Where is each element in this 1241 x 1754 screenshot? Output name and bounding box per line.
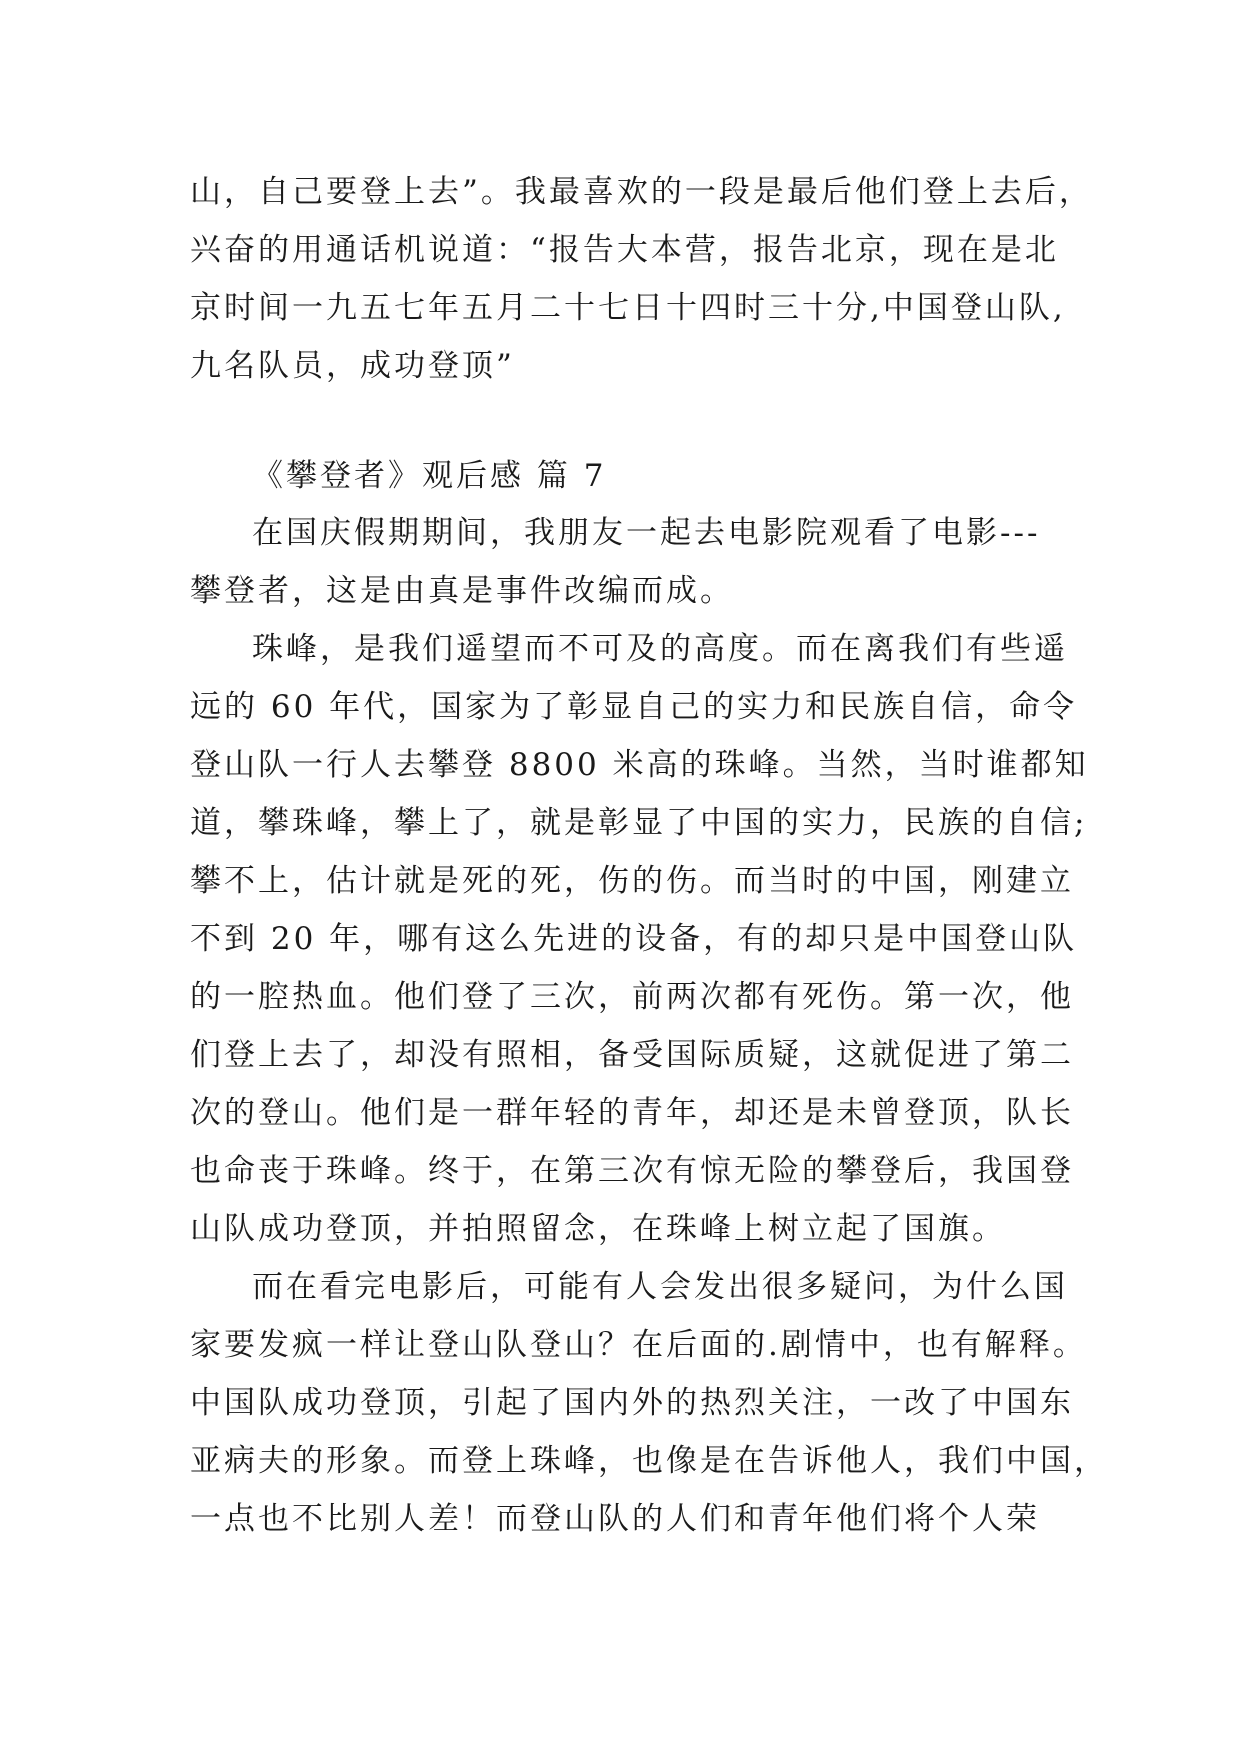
text-line: 一点也不比别人差！而登山队的人们和青年他们将个人荣: [190, 1501, 1040, 1537]
text-line: 中国队成功登顶，引起了国内外的热烈关注，一改了中国东: [190, 1385, 1074, 1421]
text-line: 也命丧于珠峰。终于，在第三次有惊无险的攀登后，我国登: [190, 1153, 1074, 1189]
text-line: 九名队员，成功登顶”: [190, 348, 515, 384]
text-line: 攀登者，这是由真是事件改编而成。: [190, 573, 734, 609]
text-line: 家要发疯一样让登山队登山？在后面的.剧情中，也有解释。: [190, 1327, 1087, 1363]
text-line: 在国庆假期期间，我朋友一起去电影院观看了电影---: [252, 515, 1041, 551]
text-line: 登山队一行人去攀登 8800 米高的珠峰。当然，当时谁都知: [190, 747, 1089, 783]
text-line: 次的登山。他们是一群年轻的青年，却还是未曾登顶，队长: [190, 1095, 1074, 1131]
text-line: 兴奋的用通话机说道：“报告大本营，报告北京，现在是北: [190, 232, 1059, 268]
text-line: 们登上去了，却没有照相，备受国际质疑，这就促进了第二: [190, 1037, 1074, 1073]
section-heading: 《攀登者》观后感 篇 7: [252, 458, 607, 494]
text-line: 远的 60 年代，国家为了彰显自己的实力和民族自信，命令: [190, 689, 1078, 725]
text-line: 攀不上，估计就是死的死，伤的伤。而当时的中国，刚建立: [190, 863, 1074, 899]
text-line: 道，攀珠峰，攀上了，就是彰显了中国的实力，民族的自信;: [190, 805, 1088, 841]
text-line: 的一腔热血。他们登了三次，前两次都有死伤。第一次，他: [190, 979, 1074, 1015]
text-line: 山队成功登顶，并拍照留念，在珠峰上树立起了国旗。: [190, 1211, 1006, 1247]
text-line: 京时间一九五七年五月二十七日十四时三十分,中国登山队,: [190, 290, 1066, 326]
text-line: 不到 20 年，哪有这么先进的设备，有的却只是中国登山队: [190, 921, 1078, 957]
text-line: 而在看完电影后，可能有人会发出很多疑问，为什么国: [252, 1269, 1068, 1305]
text-line: 珠峰，是我们遥望而不可及的高度。而在离我们有些遥: [252, 631, 1068, 667]
text-line: 山，自己要登上去”。我最喜欢的一段是最后他们登上去后，: [190, 174, 1093, 210]
text-line: 亚病夫的形象。而登上珠峰，也像是在告诉他人，我们中国，: [190, 1443, 1108, 1479]
